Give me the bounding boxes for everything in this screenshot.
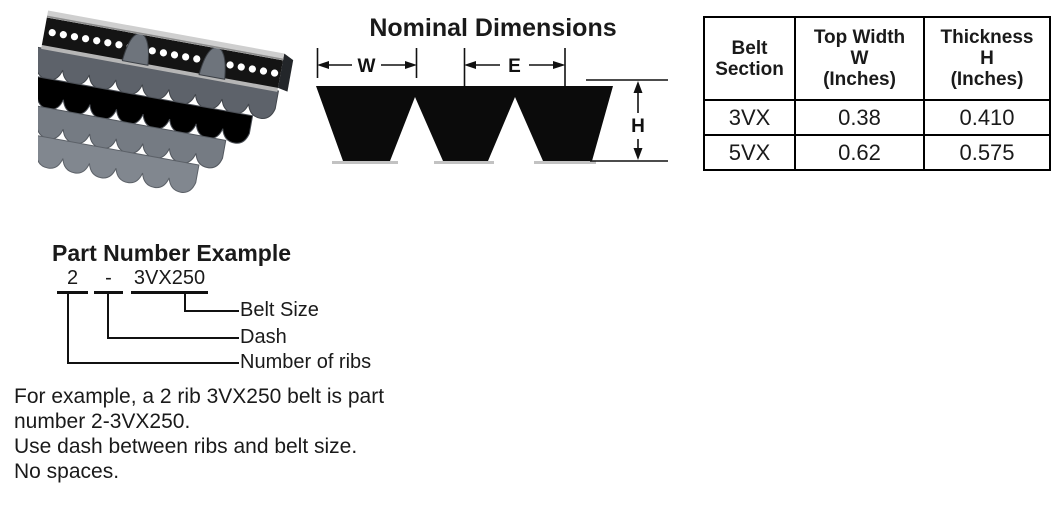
dash-label: Dash (240, 326, 287, 348)
belt-cross-section-diagram (300, 44, 680, 172)
header-line: Thickness (940, 27, 1034, 48)
belt-profile-silhouette (316, 86, 613, 161)
header-line: Belt (731, 37, 768, 59)
rib-shadow-3 (534, 161, 596, 164)
note-line: number 2-3VX250. (14, 410, 191, 433)
part-dash-value: - (105, 267, 112, 289)
w-dim-label: W (357, 56, 376, 77)
e-arrow-right (553, 61, 566, 69)
table-cell: 0.410 (924, 100, 1050, 135)
part-belt-size-value: 3VX250 (133, 267, 206, 289)
table-cell: 5VX (704, 135, 795, 170)
e-dim-label: E (508, 56, 521, 77)
e-arrow-left (464, 61, 476, 69)
header-line: Top Width (813, 27, 906, 48)
header-line: (Inches) (823, 69, 896, 90)
table-cell: 0.62 (795, 135, 924, 170)
header-line: Section (715, 58, 784, 80)
table-header-row (704, 17, 1050, 100)
rib-shadow-1 (332, 161, 398, 164)
w-arrow-left (317, 61, 329, 69)
header-line: H (980, 48, 994, 69)
header-thickness (924, 17, 1050, 100)
banded-belt-illustration (38, 2, 294, 198)
table-cell: 0.575 (924, 135, 1050, 170)
h-arrow-down (634, 148, 643, 160)
part-number-example-title: Part Number Example (52, 240, 292, 266)
nominal-dimensions-title: Nominal Dimensions (369, 14, 617, 42)
note-line: Use dash between ribs and belt size. (14, 435, 358, 458)
ribs-connector-line (67, 293, 239, 364)
header-top-width (795, 17, 924, 100)
table-cell: 3VX (704, 100, 795, 135)
h-dim-label: H (631, 116, 645, 137)
part-ribs-value: 2 (66, 267, 79, 289)
header-line: W (850, 48, 869, 69)
belt-dimensions-table (703, 16, 1051, 171)
example-notes (14, 384, 384, 484)
h-arrow-up (634, 81, 643, 93)
w-arrow-right (405, 61, 417, 69)
table-cell: 0.38 (795, 100, 924, 135)
header-line: (Inches) (950, 69, 1024, 90)
note-line: No spaces. (14, 460, 120, 483)
ribs-label: Number of ribs (240, 351, 372, 373)
table-row (704, 135, 1050, 170)
rib-shadow-2 (434, 161, 494, 164)
table-row (704, 100, 1050, 135)
note-line: For example, a 2 rib 3VX250 belt is part (14, 385, 385, 408)
header-belt-section (704, 17, 795, 100)
belt-size-label: Belt Size (240, 299, 319, 321)
